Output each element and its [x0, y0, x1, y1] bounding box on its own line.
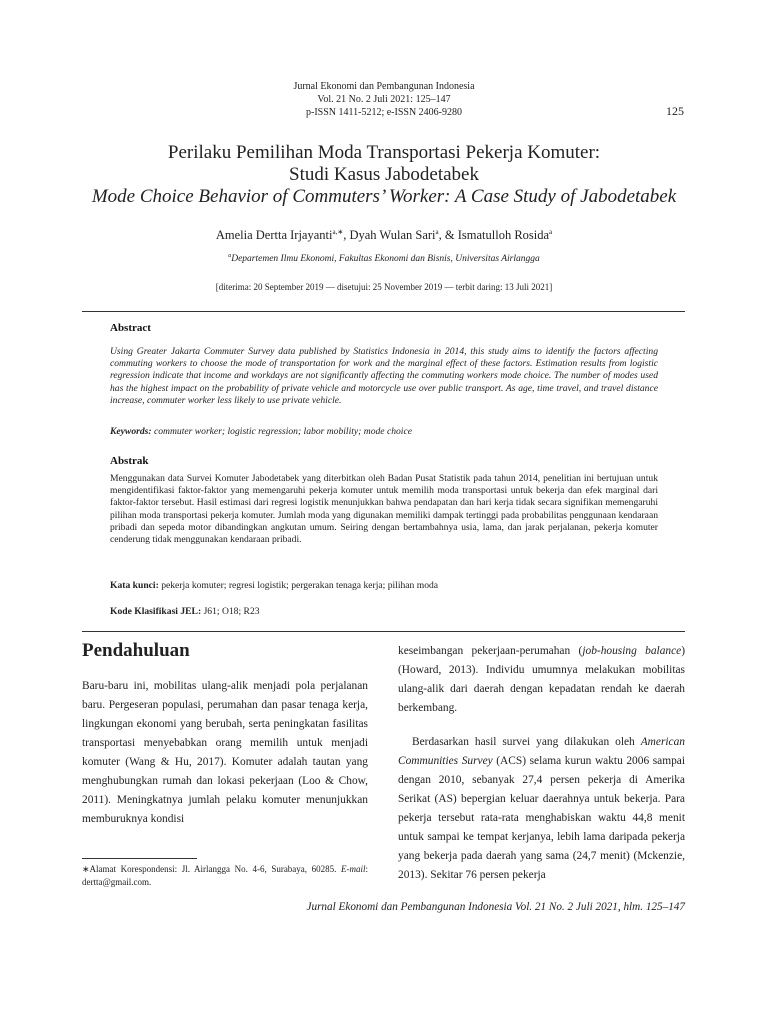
footnote-text-b: : dertta@gmail.com. [82, 864, 368, 887]
author-1: Amelia Dertta Irjayanti [215, 228, 333, 243]
left-column [82, 677, 368, 829]
abstract-keywords [110, 426, 658, 438]
author-1-sup: a,∗ [332, 228, 344, 236]
journal-volume: Vol. 21 No. 2 Juli 2021: 125–147 [317, 94, 451, 105]
left-paragraph-1: Baru-baru ini, mobilitas ulang-alik menjadi pola perjalanan baru. Pergeseran populasi, perumahan dan pasar tenaga kerja, lingkungan ekonomi yang berubah, serta peningkatan fasilitas transportasi menyebabkan orang memilih untuk menjadi komuter (Wang & Hu, 2017). Komuter adalah tautan yang menghubungkan rumah dan lokasi pekerjaan (Loo & Chow, 2011). Meningkatnya jumlah pelaku komuter menunjukkan memburuknya kondisi [82, 680, 368, 825]
author-3-sup: a [549, 228, 553, 236]
kata-kunci-label: Kata kunci: [110, 580, 159, 591]
footnote-text-a: ∗Alamat Korespondensi: Jl. Airlangga No. 4-6, Surabaya, 60285. [82, 864, 341, 874]
kata-kunci-text: pekerja komuter; regresi logistik; pergerakan tenaga kerja; pilihan moda [161, 580, 439, 591]
affiliation [0, 253, 768, 264]
keywords-text: commuter worker; logistic regression; labor mobility; mode choice [153, 426, 412, 437]
author-2: , Dyah Wulan Sari [343, 228, 436, 243]
divider-body [82, 631, 685, 632]
right-p1-italic: job-housing balance [582, 645, 682, 657]
jel-label: Kode Klasifikasi JEL: [110, 606, 202, 617]
abstrak-text: Menggunakan data Survei Komuter Jabodetabek yang diterbitkan oleh Badan Pusat Statistik pada tahun 2014, penelitian ini bertujuan untuk mengidentifikasi faktor-faktor yang memengaruhi pekerja komuter untuk memilih moda transportasi untuk bekerja dan efek marginal dari faktor-faktor tersebut. Hasil estimasi dari regresi logistik menunjukkan bahwa pendapatan dan hari kerja tidak secara signifikan memengaruhi pilihan moda transportasi pekerja komuter. Jumlah moda yang digunakan memiliki dampak tertinggi pada probabilitas penggunaan kendaraan pribadi dan sepeda motor dibandingkan angkutan umum. Seiring dengan bertambahnya usia, lama, dan jarak perjalanan, pekerja komuter cenderung tidak menggunakan kendaraan pribadi. [110, 473, 658, 546]
right-p1-text-b: ) (Howard, 2013). Individu umumnya melakukan mobilitas ulang-alik dari daerah dengan kepadatan rendah ke daerah berkembang. [398, 645, 686, 714]
abstract-text: Using Greater Jakarta Commuter Survey data published by Statistics Indonesia in 2014, this study aims to identify the factors affecting commuting workers to choose the mode of transportation for work and the marginal effect of these factors. Estimation results from logistic regression indicate that income and workdays are not significantly affecting the commuting workers mode choice. The number of modes used has the highest impact on the probability of private vehicle and motorcycle use over public transport. As age, time travel, and travel distance increase, commuter worker less likely to use private vehicle. [110, 346, 658, 406]
journal-name: Jurnal Ekonomi dan Pembangunan Indonesia [293, 81, 475, 92]
affiliation-sup: a [228, 253, 232, 259]
article-title-english: Mode Choice Behavior of Commuters’ Worker: A Case Study of Jabodetabek [91, 186, 677, 207]
journal-header [0, 80, 768, 119]
jel-codes [110, 606, 658, 618]
footnote-email-label: E-mail [340, 864, 366, 874]
divider-top [82, 311, 685, 312]
footnote-rule [82, 858, 197, 859]
author-3: , & Ismatulloh Rosida [438, 228, 550, 243]
right-p2-italic: American Communities Survey [398, 736, 685, 767]
page-number: 125 [666, 104, 684, 118]
title-line-2: Studi Kasus Jabodetabek [289, 164, 479, 185]
right-paragraph-2 [398, 733, 685, 885]
affiliation-text: Departemen Ilmu Ekonomi, Fakultas Ekonomi dan Bisnis, Universitas Airlangga [231, 254, 540, 265]
section-heading: Pendahuluan [82, 640, 190, 661]
right-p2-text-a: Berdasarkan hasil survei yang dilakukan oleh [412, 736, 641, 748]
right-p2-text-b: (ACS) selama kurun waktu 2006 sampai dengan 2010, sebanyak 27,4 persen pekerja di Amerika Serikat (AS) bepergian keluar daerahnya untuk bekerja. Para pekerja tersebut rata-rata menghabiskan waktu 44,8 menit untuk sampai ke tempat kerjanya, lebih lama daripada pekerja yang bekerja pada daerah yang sama (24,7 menit) (Mckenzie, 2013). Sekitar 76 persen pekerja [398, 755, 685, 881]
article-title [0, 142, 768, 186]
abstrak-heading: Abstrak [110, 455, 149, 467]
page-footer: Jurnal Ekonomi dan Pembangunan Indonesia Vol. 21 No. 2 Juli 2021, hlm. 125–147 [306, 901, 685, 913]
jel-text: J61; O18; R23 [203, 606, 260, 617]
author-list [0, 228, 768, 243]
right-paragraph-1 [398, 642, 685, 718]
right-p1-text-a: keseimbangan pekerjaan-perumahan ( [398, 645, 583, 657]
author-2-sup: a [435, 228, 439, 236]
title-line-1: Perilaku Pemilihan Moda Transportasi Pekerja Komuter: [167, 142, 601, 163]
submission-dates: [diterima: 20 September 2019 — disetujui: 25 November 2019 — terbit daring: 13 Juli 2021] [215, 282, 553, 292]
abstract-heading: Abstract [110, 322, 151, 334]
right-column [398, 642, 685, 885]
keywords-label: Keywords: [110, 426, 152, 437]
abstrak-keywords [110, 580, 658, 592]
journal-issn: p-ISSN 1411-5212; e-ISSN 2406-9280 [305, 107, 462, 118]
footnote [82, 863, 368, 889]
